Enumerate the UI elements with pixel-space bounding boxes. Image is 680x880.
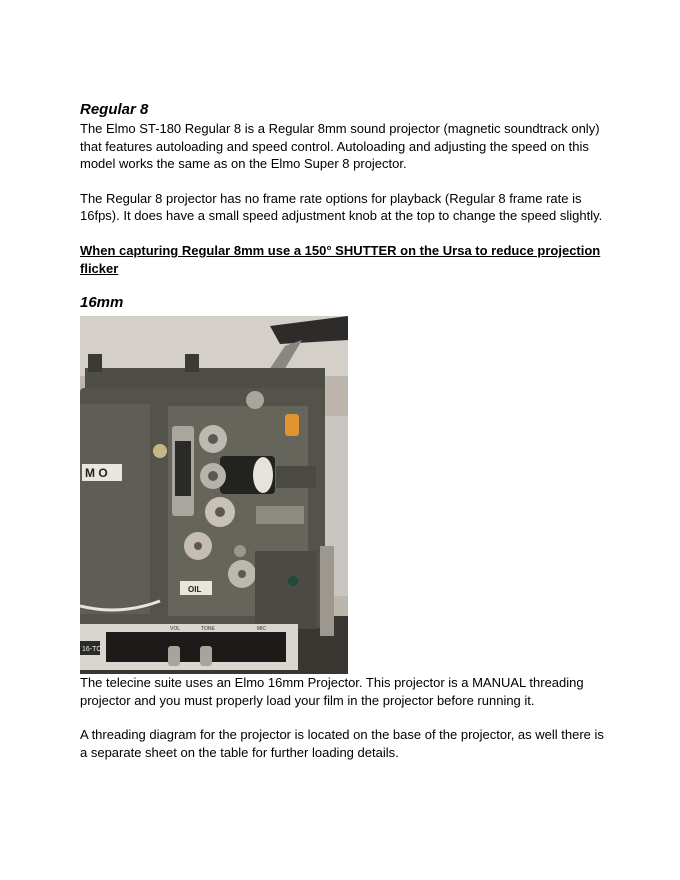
- photo-model-label: 16-TC: [82, 646, 102, 654]
- regular8-paragraph-2: The Regular 8 projector has no frame rate options for playback (Regular 8 frame rate is 16fps). It does have a small speed adjustment knob at the top to change the speed slightly.: [80, 190, 603, 224]
- shutter-callout: When capturing Regular 8mm use a 150° SHUTTER on the Ursa to reduce projection flicker: [80, 242, 601, 276]
- sixteen-paragraph-2: A threading diagram for the projector is located on the base of the projector, as well there is a separate sheet on the table for further loading details.: [80, 727, 604, 760]
- regular8-heading: Regular 8: [80, 101, 149, 118]
- photo-side-label: M O: [85, 466, 108, 481]
- photo-knob-vol-label: VOL: [170, 626, 181, 633]
- document-page: [80, 100, 610, 762]
- projector-photo: [80, 316, 348, 674]
- regular8-paragraph-1: The Elmo ST-180 Regular 8 is a Regular 8mm sound projector (magnetic soundtrack only) that features autoloading and speed control. Autoloading and adjusting the speed on this model works the same as on the Elmo Super 8 projector.: [80, 121, 600, 172]
- photo-oil-label: OIL: [188, 585, 202, 595]
- photo-knob-mic-label: MIC: [257, 626, 267, 633]
- sixteen-paragraph-1: The telecine suite uses an Elmo 16mm Projector. This projector is a MANUAL threading projector and you must properly load your film in the projector before running it.: [80, 675, 584, 708]
- sixteen-heading: 16mm: [80, 294, 124, 312]
- photo-knob-tone-label: TONE: [201, 626, 215, 633]
